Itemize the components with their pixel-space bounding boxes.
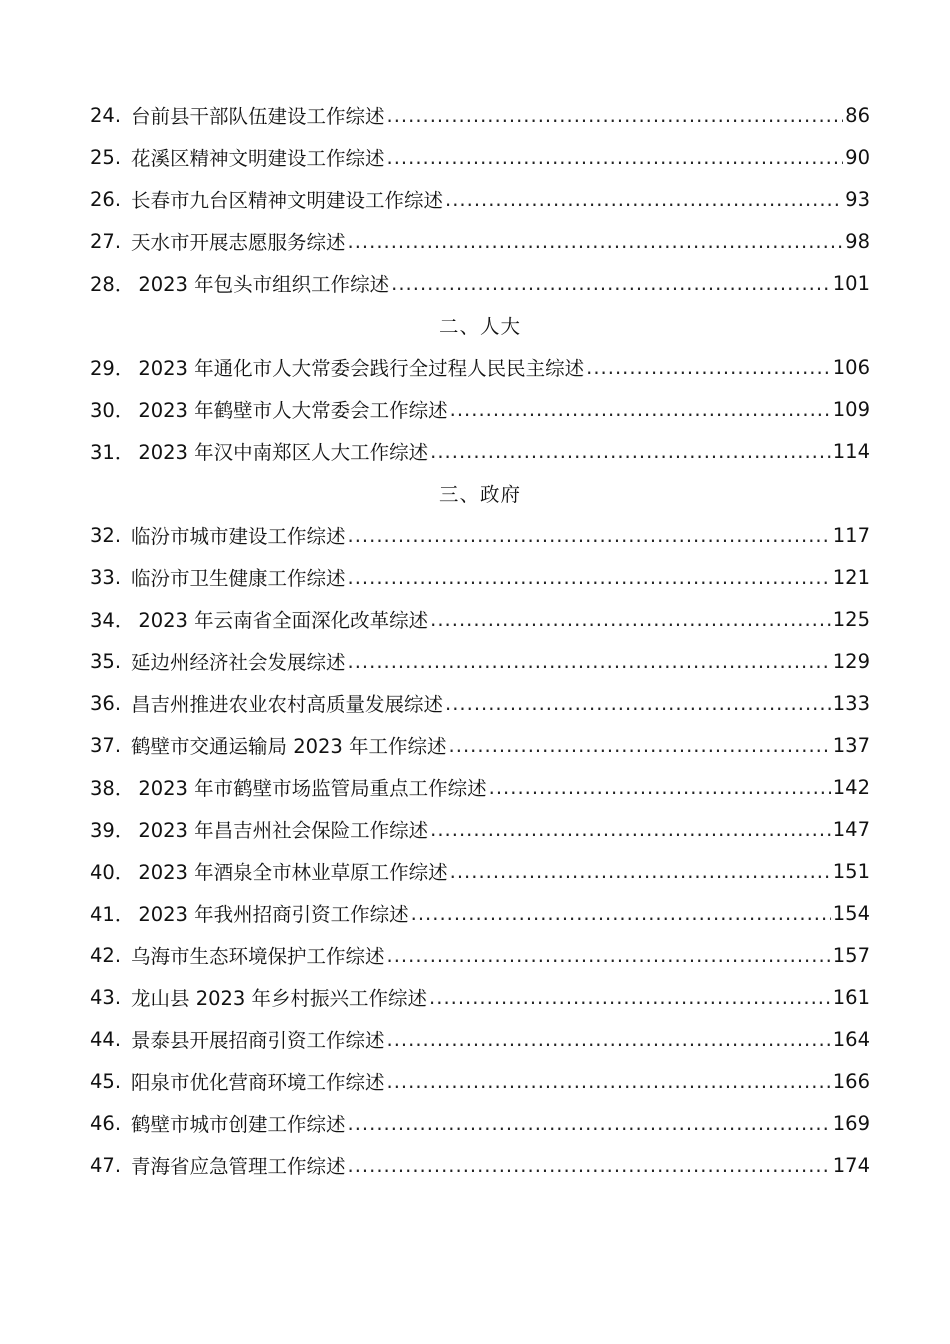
entry-page-number: 133 <box>832 691 870 715</box>
entry-number: 47. <box>90 1153 122 1177</box>
entry-number: 43. <box>90 985 122 1009</box>
dot-leader <box>348 650 831 673</box>
entry-number: 26. <box>90 187 122 211</box>
entry-page-number: 157 <box>832 943 870 967</box>
entry-number: 29． <box>90 357 135 380</box>
dot-leader <box>348 566 831 589</box>
entry-title: 龙山县 2023 年乡村振兴工作综述 <box>131 987 428 1010</box>
toc-entry[interactable] <box>90 388 870 430</box>
entry-title: 鹤壁市城市创建工作综述 <box>131 1113 346 1136</box>
entry-title: 延边州经济社会发展综述 <box>131 651 346 674</box>
dot-leader <box>445 188 843 211</box>
entry-number: 30． <box>90 399 135 422</box>
entry-number: 33. <box>90 565 122 589</box>
entry-number: 36. <box>90 691 122 715</box>
entry-page-number: 164 <box>832 1027 870 1051</box>
entry-number: 34． <box>90 609 135 632</box>
toc-entry[interactable] <box>90 892 870 934</box>
entry-page-number: 93 <box>845 187 870 211</box>
toc-entry[interactable] <box>90 262 870 304</box>
entry-title: 2023 年包头市组织工作综述 <box>138 273 390 296</box>
entry-title: 临汾市城市建设工作综述 <box>131 525 346 548</box>
entry-title: 台前县干部队伍建设工作综述 <box>131 105 385 128</box>
toc-entry[interactable] <box>90 1060 870 1102</box>
entry-title: 青海省应急管理工作综述 <box>131 1155 346 1178</box>
entry-number: 44. <box>90 1027 122 1051</box>
section-heading: 三、政府 <box>438 483 521 506</box>
entry-page-number: 125 <box>832 607 870 631</box>
entry-page-number: 117 <box>832 523 870 547</box>
dot-leader <box>348 1154 831 1177</box>
entry-number: 40． <box>90 861 135 884</box>
dot-leader <box>489 776 831 799</box>
entry-title: 鹤壁市交通运输局 2023 年工作综述 <box>131 735 447 758</box>
dot-leader <box>348 230 844 253</box>
entry-number: 38． <box>90 777 135 800</box>
toc-entry[interactable] <box>90 1018 870 1060</box>
entry-page-number: 154 <box>832 901 870 925</box>
entry-number: 25. <box>90 145 122 169</box>
entry-page-number: 86 <box>845 103 870 127</box>
entry-number: 35. <box>90 649 122 673</box>
entry-number: 32. <box>90 523 122 547</box>
toc-entry[interactable] <box>90 346 870 388</box>
entry-title: 2023 年云南省全面深化改革综述 <box>138 609 429 632</box>
entry-page-number: 151 <box>832 859 870 883</box>
entry-page-number: 121 <box>832 565 870 589</box>
toc-entry[interactable] <box>90 682 870 724</box>
entry-page-number: 142 <box>832 775 870 799</box>
entry-title: 2023 年我州招商引资工作综述 <box>138 903 409 926</box>
dot-leader <box>430 440 831 463</box>
entry-title: 2023 年汉中南郑区人大工作综述 <box>138 441 429 464</box>
toc-entry[interactable] <box>90 1102 870 1144</box>
entry-number: 45. <box>90 1069 122 1093</box>
dot-leader <box>387 944 831 967</box>
section-heading: 二、人大 <box>438 315 521 338</box>
entry-title: 2023 年通化市人大常委会践行全过程人民民主综述 <box>138 357 585 380</box>
entry-page-number: 90 <box>845 145 870 169</box>
dot-leader <box>449 734 831 757</box>
entry-page-number: 114 <box>832 439 870 463</box>
toc-entry[interactable] <box>90 514 870 556</box>
toc-entry[interactable] <box>90 220 870 262</box>
dot-leader <box>586 356 831 379</box>
toc-entry[interactable] <box>90 430 870 472</box>
dot-leader <box>387 1028 831 1051</box>
entry-page-number: 106 <box>832 355 870 379</box>
entry-page-number: 98 <box>845 229 870 253</box>
toc-entry[interactable] <box>90 136 870 178</box>
entry-number: 28． <box>90 273 135 296</box>
entry-page-number: 147 <box>832 817 870 841</box>
table-of-contents <box>90 94 870 1186</box>
entry-number: 27. <box>90 229 122 253</box>
toc-entry[interactable] <box>90 178 870 220</box>
entry-page-number: 166 <box>832 1069 870 1093</box>
dot-leader <box>387 1070 831 1093</box>
toc-entry[interactable] <box>90 850 870 892</box>
entry-number: 24. <box>90 103 122 127</box>
entry-page-number: 109 <box>832 397 870 421</box>
entry-title: 长春市九台区精神文明建设工作综述 <box>131 189 444 212</box>
toc-entry[interactable] <box>90 598 870 640</box>
entry-title: 昌吉州推进农业农村高质量发展综述 <box>131 693 444 716</box>
entry-page-number: 161 <box>832 985 870 1009</box>
entry-number: 42. <box>90 943 122 967</box>
entry-page-number: 101 <box>832 271 870 295</box>
dot-leader <box>411 902 831 925</box>
toc-entry[interactable] <box>90 934 870 976</box>
entry-page-number: 137 <box>832 733 870 757</box>
entry-number: 37. <box>90 733 122 757</box>
dot-leader <box>450 398 831 421</box>
entry-number: 39． <box>90 819 135 842</box>
toc-entry[interactable] <box>90 766 870 808</box>
dot-leader <box>445 692 831 715</box>
entry-number: 46. <box>90 1111 122 1135</box>
toc-entry[interactable] <box>90 724 870 766</box>
dot-leader <box>430 818 831 841</box>
entry-page-number: 174 <box>832 1153 870 1177</box>
entry-title: 临汾市卫生健康工作综述 <box>131 567 346 590</box>
entry-page-number: 169 <box>832 1111 870 1135</box>
dot-leader <box>391 272 831 295</box>
entry-number: 31． <box>90 441 135 464</box>
entry-title: 花溪区精神文明建设工作综述 <box>131 147 385 170</box>
entry-title: 2023 年酒泉全市林业草原工作综述 <box>138 861 448 884</box>
entry-page-number: 129 <box>832 649 870 673</box>
entry-title: 2023 年昌吉州社会保险工作综述 <box>138 819 429 842</box>
toc-entry[interactable] <box>90 976 870 1018</box>
toc-entry[interactable] <box>90 1144 870 1186</box>
toc-entry[interactable] <box>90 808 870 850</box>
toc-entry[interactable] <box>90 94 870 136</box>
entry-title: 2023 年市鹤壁市场监管局重点工作综述 <box>138 777 487 800</box>
dot-leader <box>430 608 831 631</box>
entry-title: 乌海市生态环境保护工作综述 <box>131 945 385 968</box>
entry-title: 阳泉市优化营商环境工作综述 <box>131 1071 385 1094</box>
dot-leader <box>348 524 831 547</box>
dot-leader <box>450 860 831 883</box>
dot-leader <box>348 1112 831 1135</box>
entry-title: 天水市开展志愿服务综述 <box>131 231 346 254</box>
dot-leader <box>429 986 831 1009</box>
entry-title: 2023 年鹤壁市人大常委会工作综述 <box>138 399 448 422</box>
entry-title: 景泰县开展招商引资工作综述 <box>131 1029 385 1052</box>
toc-entry[interactable] <box>90 556 870 598</box>
toc-entry[interactable] <box>90 640 870 682</box>
dot-leader <box>387 146 844 169</box>
entry-number: 41． <box>90 903 135 926</box>
dot-leader <box>387 104 844 127</box>
